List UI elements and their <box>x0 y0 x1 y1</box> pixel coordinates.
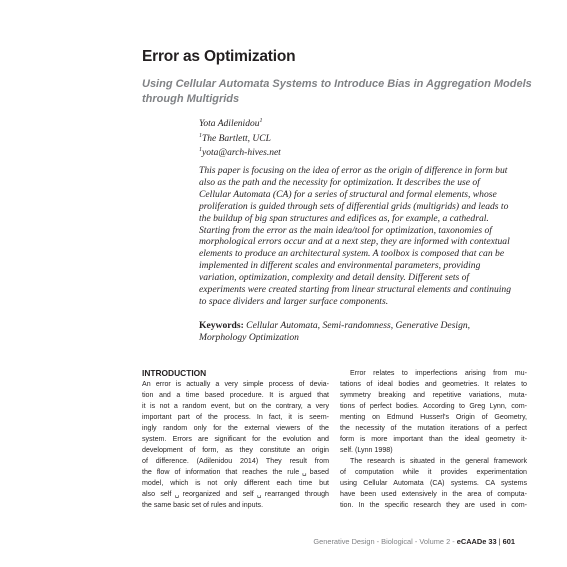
author-affiliation-line <box>199 131 281 146</box>
body-line: symmetry breaking and repetitive variations, muta- <box>340 391 527 399</box>
email-superscript: 1 <box>199 147 202 153</box>
author-affiliation: The Bartlett, UCL <box>202 133 271 144</box>
page-footer <box>313 537 515 546</box>
abstract-line: proliferation is guided through sets of differential grids (multigrids) and leads to <box>199 200 509 212</box>
body-line: tations of ideal bodies and geometries. It relates to <box>340 380 527 388</box>
body-line: important part of the process. In fact, it is seem- <box>142 413 329 421</box>
paper-subtitle: Using Cellular Automata Systems to Introduce Bias in Aggregation Models through Multigrids <box>142 78 532 105</box>
author-name-line <box>199 116 281 131</box>
affiliation-superscript: 1 <box>199 132 202 139</box>
abstract <box>199 165 529 308</box>
body-line: model, which is not only different each time but <box>142 479 329 487</box>
author-name-superscript: 1 <box>259 118 263 124</box>
abstract-line: Starting from the error as the main idea/tool for optimization, taxonomies of <box>199 224 492 236</box>
body-line: development of form, as they constitute an origin <box>142 446 329 454</box>
body-line: it is not a random event, but on the contrary, a very <box>142 402 329 410</box>
body-line: menting on Edmund Husserl's Origin of Geometry, <box>340 413 527 421</box>
author-name: Yota Adilenidou <box>199 119 260 129</box>
abstract-line: This paper is focusing on the idea of error as the origin of difference in form but <box>199 165 508 176</box>
body-column-right <box>340 368 527 511</box>
author-email: yota@arch-hives.net <box>202 148 281 158</box>
body-line: tion. In the specific research they are used in com- <box>340 501 527 509</box>
footer-section: Generative Design - Biological - Volume 2 - <box>313 537 457 546</box>
body-line: system. Errors are significant for the evolution and <box>142 435 329 443</box>
abstract-line: Cellular Automata (CA) for a series of structural and formal elements, whose <box>199 188 497 200</box>
abstract-line: morphological errors occur and at a next step, they are informed with contextual <box>199 236 510 248</box>
section-heading-introduction: INTRODUCTION <box>142 368 207 378</box>
footer-brand: eCAADe 33 <box>456 537 497 546</box>
paper-title: Error as Optimization <box>142 48 296 65</box>
keywords <box>199 320 529 344</box>
keywords-list: Cellular Automata, Semi-randomness, Generative Design, <box>243 320 471 331</box>
body-line: self. (Lynn 1998) <box>340 446 393 454</box>
body-line: the necessity of the mutation iterations of a perfect <box>340 424 527 432</box>
author-block <box>199 116 281 160</box>
abstract-line: experiments were created starting from linear structural elements and continuing <box>199 284 512 296</box>
body-line: using Cellular Automata (CA) systems. CA systems <box>340 479 527 487</box>
abstract-line: also as the path and the necessity for optimization. It describes the use of <box>199 176 480 188</box>
body-line: of computation while it provides experimentation <box>340 468 527 476</box>
keywords-line: Morphology Optimization <box>199 331 299 343</box>
author-email-line <box>199 145 281 160</box>
footer-separator: | <box>496 537 503 546</box>
body-line: the flow of information that reaches the rule␣based <box>142 468 329 476</box>
body-line: have been used extensively in the area of computa- <box>340 490 527 498</box>
page-number: 601 <box>502 537 515 546</box>
body-line: form is more important than the ideal geometry it- <box>340 435 527 443</box>
body-line: tion and a time based procedure. It is argued that <box>142 391 329 399</box>
body-line: An error is actually a very simple process of devia- <box>142 380 329 388</box>
body-line: The research is situated in the general framework <box>350 457 527 465</box>
abstract-line: implemented in different scales and environmental parameters, providing <box>199 260 481 272</box>
keywords-label: Keywords: <box>199 320 244 331</box>
abstract-line: to space dividers and larger surface components. <box>199 295 389 307</box>
body-line: Error relates to imperfections arising from mu- <box>350 369 527 377</box>
abstract-line: variation, optimization, complexity and detail density. Different sets of <box>199 272 470 284</box>
body-line: tions of perfect bodies. According to Greg Lynn, com- <box>340 402 527 410</box>
body-line: the same basic set of rules and inputs. <box>142 501 264 509</box>
keywords-line <box>199 320 529 332</box>
body-line: also self␣reorganized and self␣rearranged through <box>142 490 329 498</box>
body-line: of difference. (Adilenidou 2014) They result from <box>142 457 329 465</box>
body-column-left <box>142 368 329 511</box>
body-line: ingly random only for the external viewers of the <box>142 424 329 432</box>
abstract-line: elements to produce an architectural system. A toolbox is composed that can be <box>199 248 505 260</box>
abstract-line: the buildup of big span structures and edifices as, for example, a cathedral. <box>199 212 489 224</box>
